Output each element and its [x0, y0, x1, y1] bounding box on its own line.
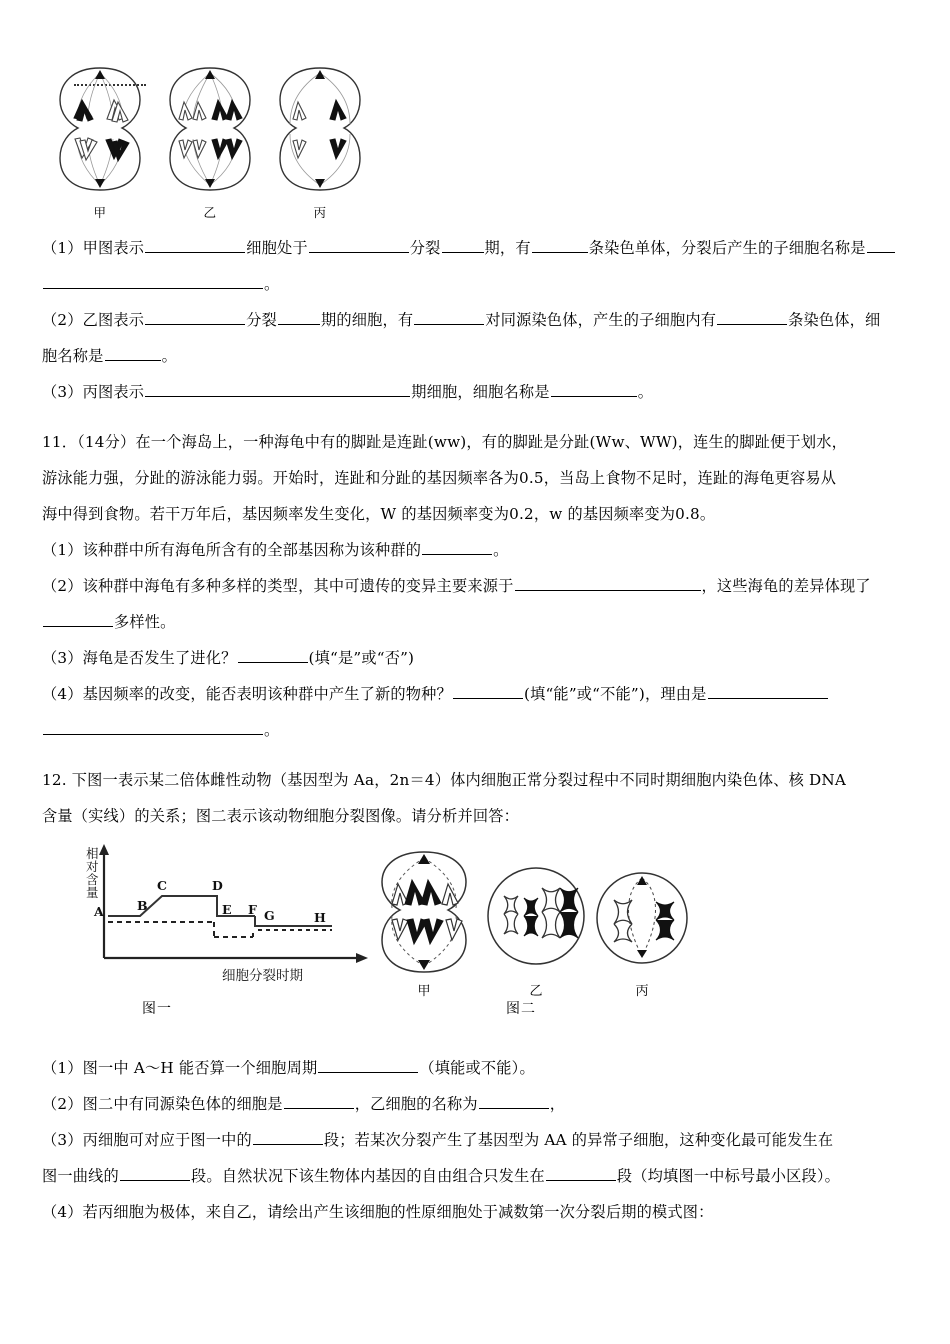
chart-label-D: D [212, 878, 223, 893]
cell-jia-label: 甲 [93, 205, 107, 220]
figure-two-caption: 图二 [506, 1001, 536, 1017]
q12-1-t2: （填能或不能）。 [419, 1059, 535, 1077]
q12-item-4: （4）若丙细胞为极体，来自乙，请绘出产生该细胞的性原细胞处于减数第一次分裂后期的模式图： [42, 1203, 714, 1221]
page-content [42, 62, 914, 1230]
q12-1-t1: （1）图一中 A～H 能否算一个细胞周期 [42, 1059, 318, 1077]
q10-1-blank-1[interactable] [145, 237, 245, 253]
q11-1-blank-1[interactable] [422, 539, 492, 555]
q10-item-2-cont [42, 338, 914, 374]
q11-2-t2: ，这些海龟的差异体现了 [701, 577, 871, 595]
fig2-cell-yi-label: 乙 [529, 984, 543, 999]
q11-4-blank-1[interactable] [453, 683, 523, 699]
q10-1-t2: 细胞处于 [246, 239, 308, 257]
figure-row-graph-and-cells [42, 840, 914, 1050]
fig2-cell-jia-label: 甲 [417, 984, 431, 999]
q12-2-t3: ， [549, 1095, 566, 1113]
q10-1-t5: 条染色单体，分裂后产生的子细胞名称是 [588, 239, 866, 257]
q11-item-2-cont [42, 604, 914, 640]
q11-2-blank-2[interactable] [43, 611, 113, 627]
q10-2-t7: 。 [161, 347, 177, 365]
q10-2-t4: 对同源染色体，产生的子细胞内有 [485, 311, 717, 329]
fig2-cell-jia [372, 848, 476, 999]
q11-4-t3: 。 [264, 721, 280, 739]
q10-2-blank-4[interactable] [717, 309, 787, 325]
fig2-cell-yi-svg [484, 862, 588, 976]
cell-diagram-yi [162, 62, 258, 221]
q10-3-t1: （3）丙图表示 [42, 383, 145, 401]
chart-xlabel: 细胞分裂时期 [222, 968, 303, 984]
chart-label-B: B [137, 898, 148, 913]
q10-item-3 [42, 374, 914, 410]
q12-3-t5: 段（均填图一中标号最小区段）。 [616, 1167, 841, 1185]
question-11 [42, 424, 914, 748]
q10-3-blank-2[interactable] [551, 381, 637, 397]
q12-item-3-cont [42, 1158, 914, 1194]
q12-3-t1: （3）丙细胞可对应于图一中的 [42, 1131, 252, 1149]
chart-label-C: C [157, 878, 167, 893]
q10-item-1 [42, 230, 914, 266]
chart-ylabel: 相 对 含 量 [86, 846, 99, 900]
q10-2-t1: （2）乙图表示 [42, 311, 145, 329]
q11-item-4 [42, 676, 914, 712]
q10-1-blank-3[interactable] [442, 237, 484, 253]
cell-yi-svg [162, 62, 258, 197]
q11-stem-line-3: 海中得到食物。若干万年后，基因频率发生变化，W 的基因频率变为0.2，w 的基因频率变为0.8。 [42, 505, 716, 523]
q10-3-t2: 期细胞，细胞名称是 [411, 383, 550, 401]
q10-1-blank-5[interactable] [867, 237, 895, 253]
chart-label-A: A [94, 904, 104, 919]
chart-label-H: H [314, 910, 326, 925]
q12-3-t2: 段；若某次分裂产生了基因型为 AA 的异常子细胞，这种变化最可能发生在 [323, 1131, 834, 1149]
q10-1-blank-4[interactable] [532, 237, 588, 253]
q10-1-t3: 分裂 [409, 239, 441, 257]
q12-3-blank-2[interactable] [120, 1165, 190, 1181]
fig2-cell-yi [484, 862, 588, 999]
q10-2-t6: 胞名称是 [42, 347, 104, 365]
cell-bing-label: 丙 [313, 205, 327, 220]
q10-2-t2: 分裂 [246, 311, 277, 329]
q10-2-blank-3[interactable] [414, 309, 484, 325]
fig2-cell-bing-label: 丙 [635, 984, 649, 999]
chart-label-G: G [264, 908, 275, 923]
figure-two-cells [372, 848, 702, 1033]
q12-stem-line-2: 含量（实线）的关系；图二表示该动物细胞分裂图像。请分析并回答： [42, 807, 520, 825]
q12-3-t4: 段。自然状况下该生物体内基因的自由组合只发生在 [190, 1167, 545, 1185]
cell-bing-svg [272, 62, 368, 197]
q11-item-1 [42, 532, 914, 568]
q11-3-t2: (填“是”或“否”) [308, 649, 415, 667]
q10-item-2 [42, 302, 914, 338]
q12-3-t3: 图一曲线的 [42, 1167, 119, 1185]
q10-item-1-cont [42, 266, 914, 302]
q10-1-blank-2[interactable] [309, 237, 409, 253]
q10-1-blank-6[interactable] [43, 273, 263, 289]
q10-1-t4: 期，有 [484, 239, 531, 257]
fig2-cell-bing [590, 866, 694, 999]
q12-3-blank-3[interactable] [546, 1165, 616, 1181]
q11-stem-line-2: 游泳能力强，分趾的游泳能力弱。开始时，连趾和分趾的基因频率各为0.5，当岛上食物不足时，连趾的海龟更容易从 [42, 469, 837, 487]
q11-3-blank-1[interactable] [238, 647, 308, 663]
q12-2-blank-2[interactable] [479, 1093, 549, 1109]
q11-2-t1: （2）该种群中海龟有多种多样的类型，其中可遗传的变异主要来源于 [42, 577, 514, 595]
q12-1-blank-1[interactable] [318, 1057, 418, 1073]
chart-label-F: F [248, 902, 257, 917]
q12-2-t2: ，乙细胞的名称为 [354, 1095, 478, 1113]
question-10-items [42, 230, 914, 410]
q11-stem-line-1: 11．（14分）在一个海岛上，一种海龟中有的脚趾是连趾(ww)，有的脚趾是分趾(Ww、WW)，连生的脚趾便于划水， [42, 433, 848, 451]
q11-2-t3: 多样性。 [114, 613, 176, 631]
q10-2-blank-1[interactable] [145, 309, 245, 325]
q10-2-blank-5[interactable] [105, 345, 161, 361]
cell-diagram-jia [52, 62, 148, 221]
q10-2-t5: 条染色体，细 [788, 311, 881, 329]
cell-diagram-bing [272, 62, 368, 221]
q11-4-t1: （4）基因频率的改变，能否表明该种群中产生了新的物种？ [42, 685, 452, 703]
q10-2-blank-2[interactable] [278, 309, 320, 325]
q10-1-t1: （1）甲图表示 [42, 239, 145, 257]
figure-meiosis-cells-top [52, 62, 372, 230]
chart-dna-content-graph [42, 840, 382, 1040]
q11-4-blank-2[interactable] [708, 683, 828, 699]
q11-item-2 [42, 568, 914, 604]
q11-2-blank-1[interactable] [515, 575, 701, 591]
q11-4-t2: (填“能”或“不能”)，理由是 [523, 685, 707, 703]
fig2-cell-jia-svg [372, 848, 476, 976]
q10-3-t3: 。 [637, 383, 654, 401]
q12-item-2 [42, 1086, 914, 1122]
question-12 [42, 762, 914, 1230]
q11-1-t1: （1）该种群中所有海龟所含有的全部基因称为该种群的 [42, 541, 422, 559]
cell-yi-label: 乙 [203, 205, 217, 220]
cell-jia-svg [52, 62, 148, 197]
q12-2-blank-1[interactable] [284, 1093, 354, 1109]
figure-one-caption: 图一 [142, 1001, 172, 1017]
q11-item-4-cont [42, 712, 914, 748]
q10-1-t6: 。 [264, 275, 280, 293]
q11-1-t2: 。 [493, 541, 509, 559]
q12-item-1 [42, 1050, 914, 1086]
q12-stem-line-1: 12. 下图一表示某二倍体雌性动物（基因型为 Aa，2n＝4）体内细胞正常分裂过程中不同时期细胞内染色体、核 DNA [42, 771, 847, 789]
q12-3-blank-1[interactable] [253, 1129, 323, 1145]
q11-4-blank-3[interactable] [43, 719, 263, 735]
chart-svg [42, 840, 382, 1040]
fig2-cell-bing-svg [590, 866, 694, 976]
q10-2-t3: 期的细胞，有 [320, 311, 414, 329]
q10-3-blank-1[interactable] [145, 381, 410, 397]
q12-item-3 [42, 1122, 914, 1158]
q12-2-t1: （2）图二中有同源染色体的细胞是 [42, 1095, 283, 1113]
q11-item-3 [42, 640, 914, 676]
q11-3-t1: （3）海龟是否发生了进化？ [42, 649, 237, 667]
chart-label-E: E [222, 902, 232, 917]
